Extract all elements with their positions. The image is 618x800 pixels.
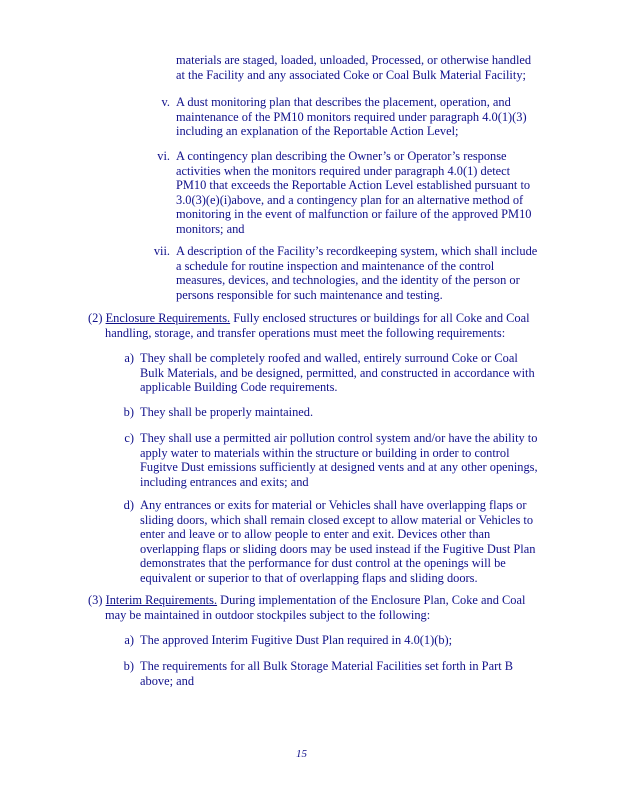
text-line: materials are staged, loaded, unloaded, Processed, or otherwise handled	[176, 53, 532, 67]
text-line: activities when the monitors required under paragraph 4.0(1) detect	[176, 163, 511, 178]
section-2-first-line	[88, 311, 530, 326]
text-line: measures, devices, and technologies, and the identity of the person or	[176, 273, 520, 287]
letter-b: b)	[123, 659, 134, 673]
letter-b: b)	[123, 405, 134, 419]
text-line: overlapping flaps or sliding doors may be used instead if the Fugitive Dust Plan	[140, 541, 536, 556]
list-item-3b	[140, 659, 513, 688]
section-3-second-line: may be maintained in outdoor stockpiles subject to the following:	[105, 607, 431, 622]
list-item-vi	[176, 149, 531, 236]
text-line: A dust monitoring plan that describes the placement, operation, and	[176, 95, 511, 109]
text-line: PM10 that exceeds the Reportable Action Level established pursuant to	[176, 178, 531, 192]
list-item-2a	[140, 351, 535, 395]
text-line: 3.0(3)(e)(i)above, and a contingency plan for an alternative method of	[176, 192, 524, 207]
list-item-vii	[176, 244, 537, 302]
section-2-heading-paragraph	[88, 311, 530, 340]
text-line: Fugitve Dust emissions sufficiently at designed vents and at any other openings,	[140, 460, 538, 474]
section-2-second-line: handling, storage, and transfer operations must meet the following requirements:	[105, 325, 506, 340]
section-3-first-line	[88, 593, 525, 608]
letter-d: d)	[123, 498, 134, 512]
section-2-heading: Enclosure Requirements.	[105, 311, 231, 325]
text-line: including an explanation of the Reportable Action Level;	[176, 124, 459, 138]
text-line: at the Facility and any associated Coke or Coal Bulk Material Facility;	[176, 67, 526, 82]
list-item-2d	[140, 498, 535, 585]
list-item-3a	[140, 633, 452, 648]
text-line: Any entrances or exits for material or Vehicles shall have overlapping flaps or	[140, 498, 527, 512]
text-line: They shall be properly maintained.	[140, 405, 314, 419]
text-line: demonstrates that the performance for dust control at the openings will be	[140, 556, 506, 570]
text-line: A description of the Facility’s recordkeeping system, which shall include	[176, 244, 538, 258]
text-line: persons responsible for such maintenance and testing.	[176, 287, 443, 302]
text-line: equivalent or superior to that of overlapping flaps and sliding doors.	[140, 570, 478, 585]
text-line: monitors; and	[176, 221, 245, 236]
text-line: a schedule for routine inspection and maintenance of the control	[176, 258, 495, 273]
text-line: They shall be completely roofed and walled, entirely surround Coke or Coal	[140, 351, 518, 365]
text-line: monitoring in the event of malfunction or failure of the approved PM10	[176, 207, 532, 221]
letter-a: a)	[124, 633, 134, 647]
roman-numeral-vii: vii.	[153, 244, 170, 258]
text-line: apply water to materials within the structure or building in order to control	[140, 445, 510, 460]
section-3-intro: During implementation of the Enclosure Plan, Coke and Coal	[220, 593, 526, 607]
text-line: applicable Building Code requirements.	[140, 380, 338, 394]
text-line: They shall use a permitted air pollution control system and/or have the ability to	[140, 431, 538, 445]
text-line: above; and	[140, 673, 195, 688]
section-3-heading-paragraph	[88, 593, 525, 622]
text-line: sliding doors, which shall remain closed except to allow material or Vehicles to	[140, 512, 534, 527]
continuation-paragraph	[176, 53, 531, 82]
text-line: A contingency plan describing the Owner’s or Operator’s response	[176, 149, 507, 163]
text-line: The requirements for all Bulk Storage Material Facilities set forth in Part B	[140, 659, 514, 673]
roman-numeral-v: v.	[161, 95, 170, 109]
page-number: 15	[296, 748, 307, 760]
section-2-intro: Fully enclosed structures or buildings for all Coke and Coal	[233, 311, 530, 325]
text-line: maintenance of the PM10 monitors required under paragraph 4.0(1)(3)	[176, 109, 527, 124]
list-item-2c	[140, 431, 538, 489]
text-line: including entrances and exits; and	[140, 474, 309, 489]
text-line: Bulk Materials, and be designed, permitted, and constructed in accordance with	[140, 365, 535, 380]
list-item-v	[176, 95, 527, 139]
section-3-heading: Interim Requirements.	[105, 593, 218, 607]
list-item-2b	[140, 405, 313, 420]
text-line: enter and leave or to allow people to enter and exit. Devices other than	[140, 527, 491, 541]
section-3-number: (3)	[88, 593, 103, 607]
text-line: The approved Interim Fugitive Dust Plan required in 4.0(1)(b);	[140, 633, 453, 647]
letter-c: c)	[124, 431, 134, 445]
section-2-number: (2)	[88, 311, 103, 325]
letter-a: a)	[124, 351, 134, 365]
roman-numeral-vi: vi.	[157, 149, 170, 163]
